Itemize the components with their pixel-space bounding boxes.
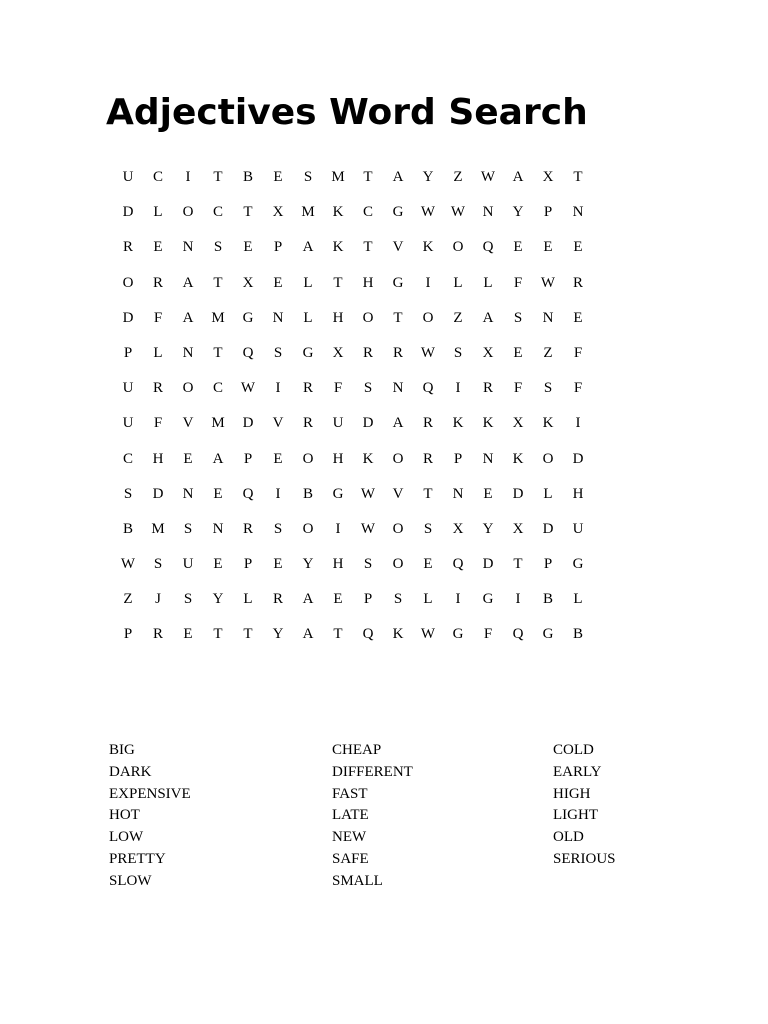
grid-letter: K <box>332 239 344 256</box>
grid-letter: D <box>152 485 164 502</box>
grid-letter: R <box>422 415 433 432</box>
word-column-3 <box>553 740 753 871</box>
grid-letter: F <box>513 380 523 397</box>
grid-letter: A <box>302 239 314 256</box>
grid-letter: I <box>455 591 461 608</box>
grid-letter: K <box>422 239 434 256</box>
grid-letter: S <box>393 591 403 608</box>
grid-letter: R <box>422 450 433 467</box>
grid-letter: U <box>122 415 134 432</box>
grid-letter: A <box>182 309 194 326</box>
grid-letter: O <box>452 239 464 256</box>
word-list-item: OLD <box>553 829 584 846</box>
grid-letter: N <box>482 450 494 467</box>
grid-letter: O <box>422 309 434 326</box>
grid-letter: H <box>332 450 344 467</box>
grid-letter: O <box>362 309 374 326</box>
grid-letter: X <box>332 344 344 361</box>
grid-letter: I <box>275 380 281 397</box>
grid-letter: O <box>122 274 134 291</box>
grid-letter: Y <box>302 556 314 573</box>
grid-letter: P <box>123 626 133 643</box>
word-list-item: COLD <box>553 742 594 758</box>
grid-letter: U <box>332 415 344 432</box>
grid-letter: Y <box>482 520 494 537</box>
grid-letter: A <box>212 450 224 467</box>
grid-letter: L <box>153 204 163 221</box>
grid-letter: E <box>573 309 583 326</box>
grid-letter: M <box>151 520 165 537</box>
grid-letter: E <box>513 344 523 361</box>
grid-letter: W <box>480 169 496 185</box>
grid-letter: R <box>362 344 373 361</box>
grid-letter: T <box>243 204 253 221</box>
grid-letter: C <box>212 204 223 221</box>
grid-letter: A <box>302 591 314 608</box>
grid-letter: Y <box>422 169 434 185</box>
grid-letter: S <box>153 556 163 573</box>
grid-letter: T <box>213 169 223 185</box>
word-list-item: LIGHT <box>553 807 598 824</box>
grid-letter: Z <box>123 591 133 608</box>
grid-letter: Q <box>452 556 464 573</box>
grid-letter: T <box>213 274 223 291</box>
grid-letter: M <box>211 415 225 432</box>
grid-letter: C <box>152 169 163 185</box>
grid-letter: Q <box>422 380 434 397</box>
grid-letter: O <box>302 520 314 537</box>
grid-letter: S <box>213 239 223 256</box>
word-list-item: BIG <box>109 742 135 758</box>
grid-letter: S <box>273 520 283 537</box>
grid-letter: G <box>482 591 494 608</box>
grid-row <box>113 301 593 336</box>
grid-letter: R <box>482 380 493 397</box>
grid-letter: S <box>183 591 193 608</box>
grid-letter: Q <box>242 344 254 361</box>
word-list-item: DARK <box>109 763 152 780</box>
grid-letter: I <box>425 274 431 291</box>
grid-letter: K <box>362 450 374 467</box>
grid-letter: H <box>332 556 344 573</box>
grid-letter: W <box>450 204 466 221</box>
grid-letter: N <box>542 309 554 326</box>
grid-letter: E <box>213 556 223 573</box>
grid-letter: Q <box>512 626 524 643</box>
grid-letter: E <box>273 450 283 467</box>
grid-letter: P <box>543 204 553 221</box>
grid-letter: E <box>513 239 523 256</box>
word-list-item: SMALL <box>332 872 383 889</box>
grid-letter: A <box>302 626 314 643</box>
grid-row <box>113 617 593 652</box>
grid-letter: H <box>572 485 584 502</box>
grid-letter: E <box>423 556 433 573</box>
grid-letter: X <box>452 520 464 537</box>
grid-letter: I <box>275 485 281 502</box>
grid-letter: Z <box>453 309 463 326</box>
grid-letter: V <box>272 415 284 432</box>
grid-letter: D <box>122 204 134 221</box>
grid-letter: B <box>242 169 253 185</box>
grid-letter: O <box>392 450 404 467</box>
grid-letter: K <box>542 415 554 432</box>
word-list <box>109 740 669 900</box>
grid-letter: O <box>182 204 194 221</box>
grid-letter: Y <box>512 204 524 221</box>
grid-letter: P <box>243 556 253 573</box>
grid-row <box>113 406 593 441</box>
grid-letter: S <box>273 344 283 361</box>
grid-letter: C <box>362 204 373 221</box>
grid-letter: I <box>515 591 521 608</box>
grid-letter: P <box>363 591 373 608</box>
grid-letter: E <box>273 274 283 291</box>
grid-letter: K <box>452 415 464 432</box>
grid-letter: T <box>393 309 403 326</box>
grid-letter: L <box>243 591 253 608</box>
grid-letter: H <box>152 450 164 467</box>
word-list-item: EXPENSIVE <box>109 785 191 802</box>
grid-letter: S <box>543 380 553 397</box>
grid-letter: O <box>302 450 314 467</box>
grid-letter: E <box>273 169 283 185</box>
grid-letter: D <box>542 520 554 537</box>
grid-letter: H <box>362 274 374 291</box>
grid-letter: R <box>572 274 583 291</box>
grid-letter: L <box>573 591 583 608</box>
word-list-item: HIGH <box>553 785 591 802</box>
grid-letter: L <box>303 274 313 291</box>
grid-letter: M <box>211 309 225 326</box>
grid-row <box>113 442 593 477</box>
grid-letter: W <box>540 274 556 291</box>
grid-letter: B <box>302 485 313 502</box>
grid-letter: E <box>333 591 343 608</box>
word-list-item: SLOW <box>109 872 152 889</box>
grid-letter: G <box>542 626 554 643</box>
grid-letter: E <box>243 239 253 256</box>
grid-letter: S <box>423 520 433 537</box>
grid-row <box>113 371 593 406</box>
grid-letter: S <box>363 556 373 573</box>
grid-letter: A <box>482 309 494 326</box>
grid-letter: D <box>572 450 584 467</box>
grid-letter: G <box>452 626 464 643</box>
grid-row <box>113 195 593 230</box>
grid-letter: N <box>272 309 284 326</box>
grid-row <box>113 512 593 547</box>
grid-letter: E <box>573 239 583 256</box>
grid-letter: X <box>512 415 524 432</box>
grid-letter: U <box>122 380 134 397</box>
grid-letter: W <box>420 204 436 221</box>
word-list-item: SERIOUS <box>553 850 616 867</box>
grid-letter: H <box>332 309 344 326</box>
grid-letter: A <box>392 415 404 432</box>
grid-letter: R <box>152 380 163 397</box>
grid-letter: D <box>512 485 524 502</box>
grid-letter: F <box>513 274 523 291</box>
grid-letter: E <box>543 239 553 256</box>
grid-letter: Q <box>362 626 374 643</box>
grid-letter: P <box>243 450 253 467</box>
grid-letter: O <box>392 520 404 537</box>
grid-letter: Z <box>543 344 553 361</box>
grid-letter: C <box>122 450 133 467</box>
grid-letter: Q <box>242 485 254 502</box>
grid-letter: Y <box>272 626 284 643</box>
grid-letter: G <box>332 485 344 502</box>
grid-letter: S <box>183 520 193 537</box>
grid-letter: A <box>392 169 404 185</box>
word-list-item: CHEAP <box>332 742 382 758</box>
grid-letter: E <box>183 450 193 467</box>
grid-letter: C <box>212 380 223 397</box>
grid-letter: W <box>240 380 256 397</box>
grid-row <box>113 266 593 301</box>
grid-letter: I <box>185 169 191 185</box>
grid-letter: B <box>122 520 133 537</box>
word-list-item: HOT <box>109 807 140 824</box>
grid-letter: D <box>242 415 254 432</box>
grid-letter: T <box>243 626 253 643</box>
grid-letter: I <box>455 380 461 397</box>
grid-letter: X <box>482 344 494 361</box>
grid-letter: S <box>303 169 313 185</box>
grid-letter: O <box>392 556 404 573</box>
grid-letter: M <box>301 204 315 221</box>
grid-letter: T <box>333 626 343 643</box>
grid-row <box>113 230 593 265</box>
grid-letter: G <box>392 274 404 291</box>
grid-letter: E <box>273 556 283 573</box>
grid-letter: P <box>453 450 463 467</box>
grid-letter: V <box>182 415 194 432</box>
grid-letter: R <box>152 626 163 643</box>
grid-letter: M <box>331 169 345 185</box>
grid-letter: K <box>512 450 524 467</box>
grid-letter: N <box>482 204 494 221</box>
grid-letter: U <box>182 556 194 573</box>
grid-letter: N <box>392 380 404 397</box>
word-column-1 <box>109 740 309 893</box>
grid-letter: T <box>213 344 223 361</box>
grid-letter: N <box>212 520 224 537</box>
grid-letter: F <box>153 415 163 432</box>
word-list-item: NEW <box>332 829 367 846</box>
grid-letter: F <box>483 626 493 643</box>
grid-row <box>113 336 593 371</box>
grid-letter: X <box>272 204 284 221</box>
grid-letter: L <box>423 591 433 608</box>
grid-letter: I <box>335 520 341 537</box>
grid-row <box>113 477 593 512</box>
grid-letter: R <box>302 415 313 432</box>
grid-row <box>113 160 593 195</box>
grid-letter: S <box>513 309 523 326</box>
grid-letter: K <box>332 204 344 221</box>
grid-letter: A <box>512 169 524 185</box>
grid-letter: Z <box>453 169 463 185</box>
grid-letter: Q <box>482 239 494 256</box>
grid-letter: X <box>242 274 254 291</box>
word-list-item: DIFFERENT <box>332 763 413 780</box>
grid-letter: A <box>182 274 194 291</box>
grid-letter: F <box>573 380 583 397</box>
grid-letter: E <box>213 485 223 502</box>
grid-letter: F <box>333 380 343 397</box>
grid-letter: E <box>153 239 163 256</box>
grid-letter: G <box>302 344 314 361</box>
grid-letter: N <box>572 204 584 221</box>
grid-letter: O <box>542 450 554 467</box>
grid-letter: E <box>183 626 193 643</box>
grid-letter: B <box>542 591 553 608</box>
page-title: Adjectives Word Search <box>106 92 588 133</box>
grid-letter: W <box>420 626 436 643</box>
grid-letter: V <box>392 239 404 256</box>
grid-letter: W <box>360 520 376 537</box>
grid-letter: S <box>453 344 463 361</box>
grid-letter: F <box>573 344 583 361</box>
word-list-item: FAST <box>332 785 368 802</box>
grid-letter: G <box>572 556 584 573</box>
grid-letter: S <box>363 380 373 397</box>
grid-letter: N <box>182 485 194 502</box>
grid-letter: W <box>360 485 376 502</box>
grid-letter: R <box>242 520 253 537</box>
word-list-item: PRETTY <box>109 850 166 867</box>
grid-letter: T <box>573 169 583 185</box>
grid-letter: L <box>453 274 463 291</box>
word-list-item: LOW <box>109 829 144 846</box>
grid-letter: R <box>272 591 283 608</box>
grid-letter: N <box>182 344 194 361</box>
grid-letter: U <box>122 169 134 185</box>
grid-letter: V <box>392 485 404 502</box>
grid-row <box>113 582 593 617</box>
grid-row <box>113 547 593 582</box>
word-list-item: EARLY <box>553 763 602 780</box>
grid-letter: W <box>120 556 136 573</box>
grid-letter: R <box>392 344 403 361</box>
grid-letter: D <box>482 556 494 573</box>
grid-letter: E <box>483 485 493 502</box>
grid-letter: S <box>123 485 133 502</box>
grid-letter: K <box>482 415 494 432</box>
grid-letter: N <box>182 239 194 256</box>
grid-letter: Y <box>212 591 224 608</box>
grid-letter: J <box>155 591 161 608</box>
grid-letter: R <box>122 239 133 256</box>
grid-letter: D <box>362 415 374 432</box>
grid-letter: T <box>513 556 523 573</box>
grid-letter: T <box>213 626 223 643</box>
grid-letter: P <box>543 556 553 573</box>
grid-letter: L <box>153 344 163 361</box>
grid-letter: O <box>182 380 194 397</box>
grid-letter: P <box>273 239 283 256</box>
word-list-item: LATE <box>332 807 369 824</box>
grid-letter: X <box>512 520 524 537</box>
grid-letter: N <box>452 485 464 502</box>
grid-letter: T <box>423 485 433 502</box>
grid-letter: K <box>392 626 404 643</box>
grid-letter: T <box>333 274 343 291</box>
grid-letter: D <box>122 309 134 326</box>
grid-letter: P <box>123 344 133 361</box>
grid-letter: T <box>363 169 373 185</box>
grid-letter: F <box>153 309 163 326</box>
grid-letter: G <box>392 204 404 221</box>
grid-letter: U <box>572 520 584 537</box>
grid-letter: G <box>242 309 254 326</box>
grid-letter: T <box>363 239 373 256</box>
grid-letter: R <box>302 380 313 397</box>
grid-letter: I <box>575 415 581 432</box>
grid-letter: L <box>483 274 493 291</box>
letter-grid <box>113 160 593 653</box>
grid-letter: X <box>542 169 554 185</box>
word-column-2 <box>332 740 532 893</box>
grid-letter: B <box>572 626 583 643</box>
word-list-item: SAFE <box>332 850 369 867</box>
grid-letter: W <box>420 344 436 361</box>
grid-letter: L <box>303 309 313 326</box>
grid-letter: L <box>543 485 553 502</box>
grid-letter: R <box>152 274 163 291</box>
